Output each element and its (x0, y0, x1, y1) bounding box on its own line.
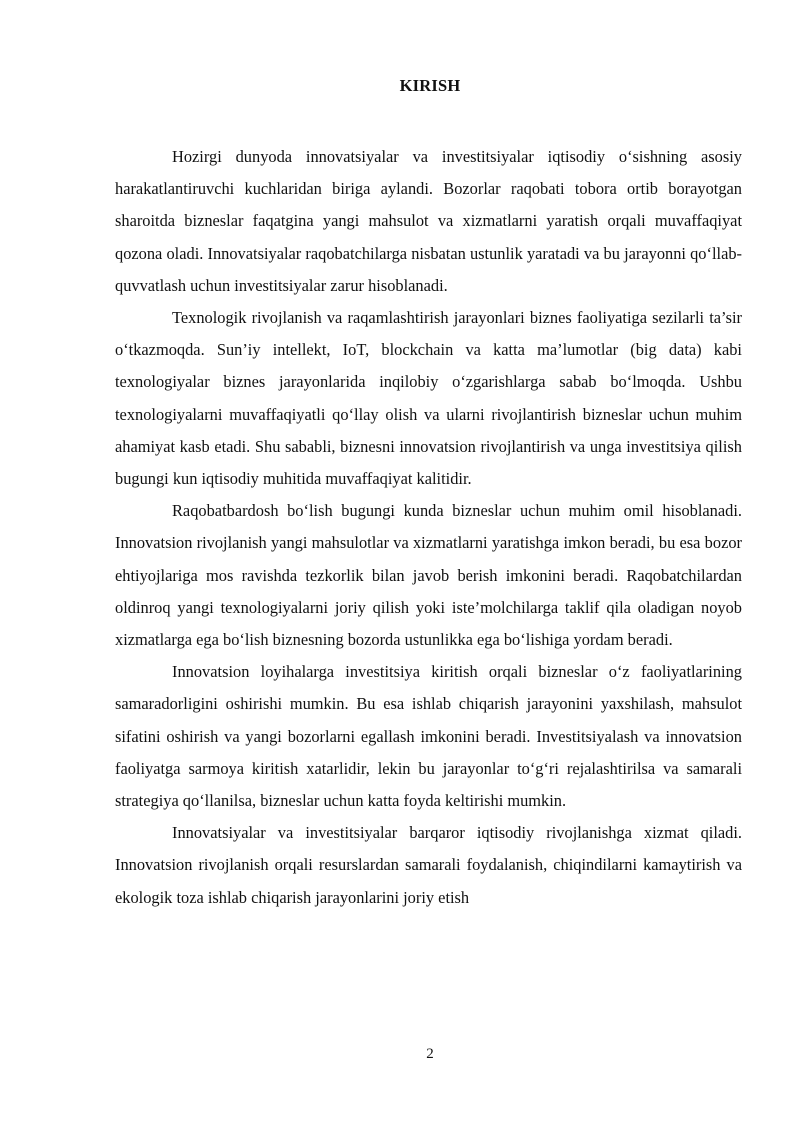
page-number: 2 (426, 1046, 434, 1062)
paragraph: Hozirgi dunyoda innovatsiyalar va investitsiyalar iqtisodiy o‘sishning asosiy harakatlantiruvchi kuchlaridan biriga aylandi. Bozorlar raqobati tobora ortib borayotgan sharoitda bizneslar faqatgina yangi mahsulot va xizmatlarni yaratish orqali muvaffaqiyat qozona oladi. Innovatsiyalar raqobatchilarga nisbatan ustunlik yaratadi va bu jarayonni qo‘llab-quvvatlash uchun investitsiyalar zarur hisoblanadi. (115, 147, 742, 295)
section-title: KIRISH (399, 76, 461, 95)
paragraph: Innovatsiyalar va investitsiyalar barqaror iqtisodiy rivojlanishga xizmat qiladi. Innovatsion rivojlanish orqali resurslardan samarali foydalanish, chiqindilarni kamaytirish va ekologik toza ishlab chiqarish jarayonlarini joriy etish (115, 823, 742, 907)
body-text (115, 141, 742, 914)
paragraph: Raqobatbardosh bo‘lish bugungi kunda bizneslar uchun muhim omil hisoblanadi. Innovatsion rivojlanish yangi mahsulotlar va xizmatlarni yaratishga imkon beradi, bu esa bozor ehtiyojlariga mos ravishda tezkorlik bilan javob berish imkonini beradi. Raqobatchilardan oldinroq yangi texnologiyalarni joriy qilish yoki iste’molchilarga taklif qila oladigan noyob xizmatlarga ega bo‘lish biznesning bozorda ustunlikka ega bo‘lishiga yordam beradi. (115, 501, 742, 650)
paragraph: Texnologik rivojlanish va raqamlashtirish jarayonlari biznes faoliyatiga sezilarli ta’sir o‘tkazmoqda. Sun’iy intellekt, IoT, blockchain va katta ma’lumotlar (big data) kabi texnologiyalar biznes jarayonlarida inqilobiy o‘zgarishlarga sabab bo‘lmoqda. Ushbu texnologiyalarni muvaffaqiyatli qo‘llay olish va ularni rivojlantirish bizneslar uchun muhim ahamiyat kasb etadi. Shu sababli, biznesni innovatsion rivojlantirish va unga investitsiya qilish bugungi kun iqtisodiy muhitida muvaffaqiyat kalitidir. (115, 308, 742, 489)
paragraph: Innovatsion loyihalarga investitsiya kiritish orqali bizneslar o‘z faoliyatlarining samaradorligini oshirishi mumkin. Bu esa ishlab chiqarish jarayonini yaxshilash, mahsulot sifatini oshirish va yangi bozorlarni egallash imkonini beradi. Investitsiyalash va innovatsion faoliyatga sarmoya kiritish xatarlidir, lekin bu jarayonlar to‘g‘ri rejalashtirilsa va samarali strategiya qo‘llanilsa, bizneslar uchun katta foyda keltirishi mumkin. (115, 662, 742, 811)
